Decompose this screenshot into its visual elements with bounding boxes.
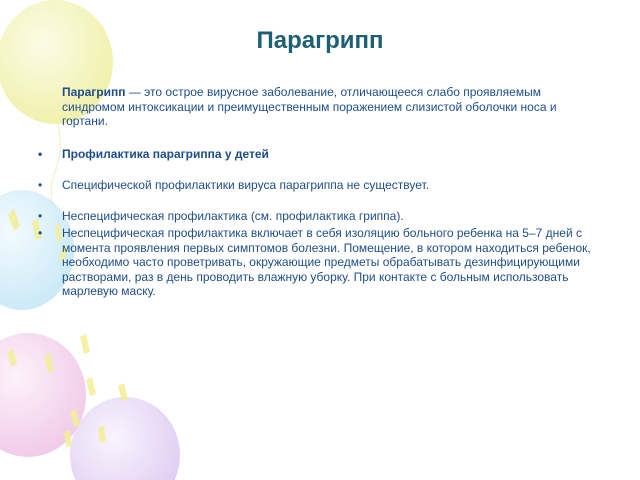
intro-paragraph (36, 85, 604, 129)
intro-term: Парагрипп (62, 85, 126, 99)
page-title: Парагрипп (256, 27, 384, 54)
balloon-lavender (70, 397, 180, 480)
bullet-item-1: • Профилактика парагриппа у детей (36, 147, 604, 162)
bullet-item-4: • Неспецифическая профилактика включает в себя изоляцию больного ребенка на 5–7 дней с момента проявления первых симптомов болезни. Помещение, в котором находиться ребенок, необходимо часто проветривать, окружающие предметы обрабатывать дезинфицирующими растворами, раз в день проводить влажную уборку. При контакте с больным использовать марлевую маску. (36, 226, 604, 299)
slide-body (36, 85, 604, 299)
intro-text: — это острое вирусное заболевание, отличающееся слабо проявляемым синдромом интоксикации и преимущественным поражением слизистой оболочки носа и гортани. (62, 85, 557, 128)
bullet-item-2: • Специфической профилактики вируса парагриппа не существует. (36, 178, 604, 193)
bullet-item-3: • Неспецифическая профилактика (см. профилактика гриппа). (36, 209, 604, 224)
